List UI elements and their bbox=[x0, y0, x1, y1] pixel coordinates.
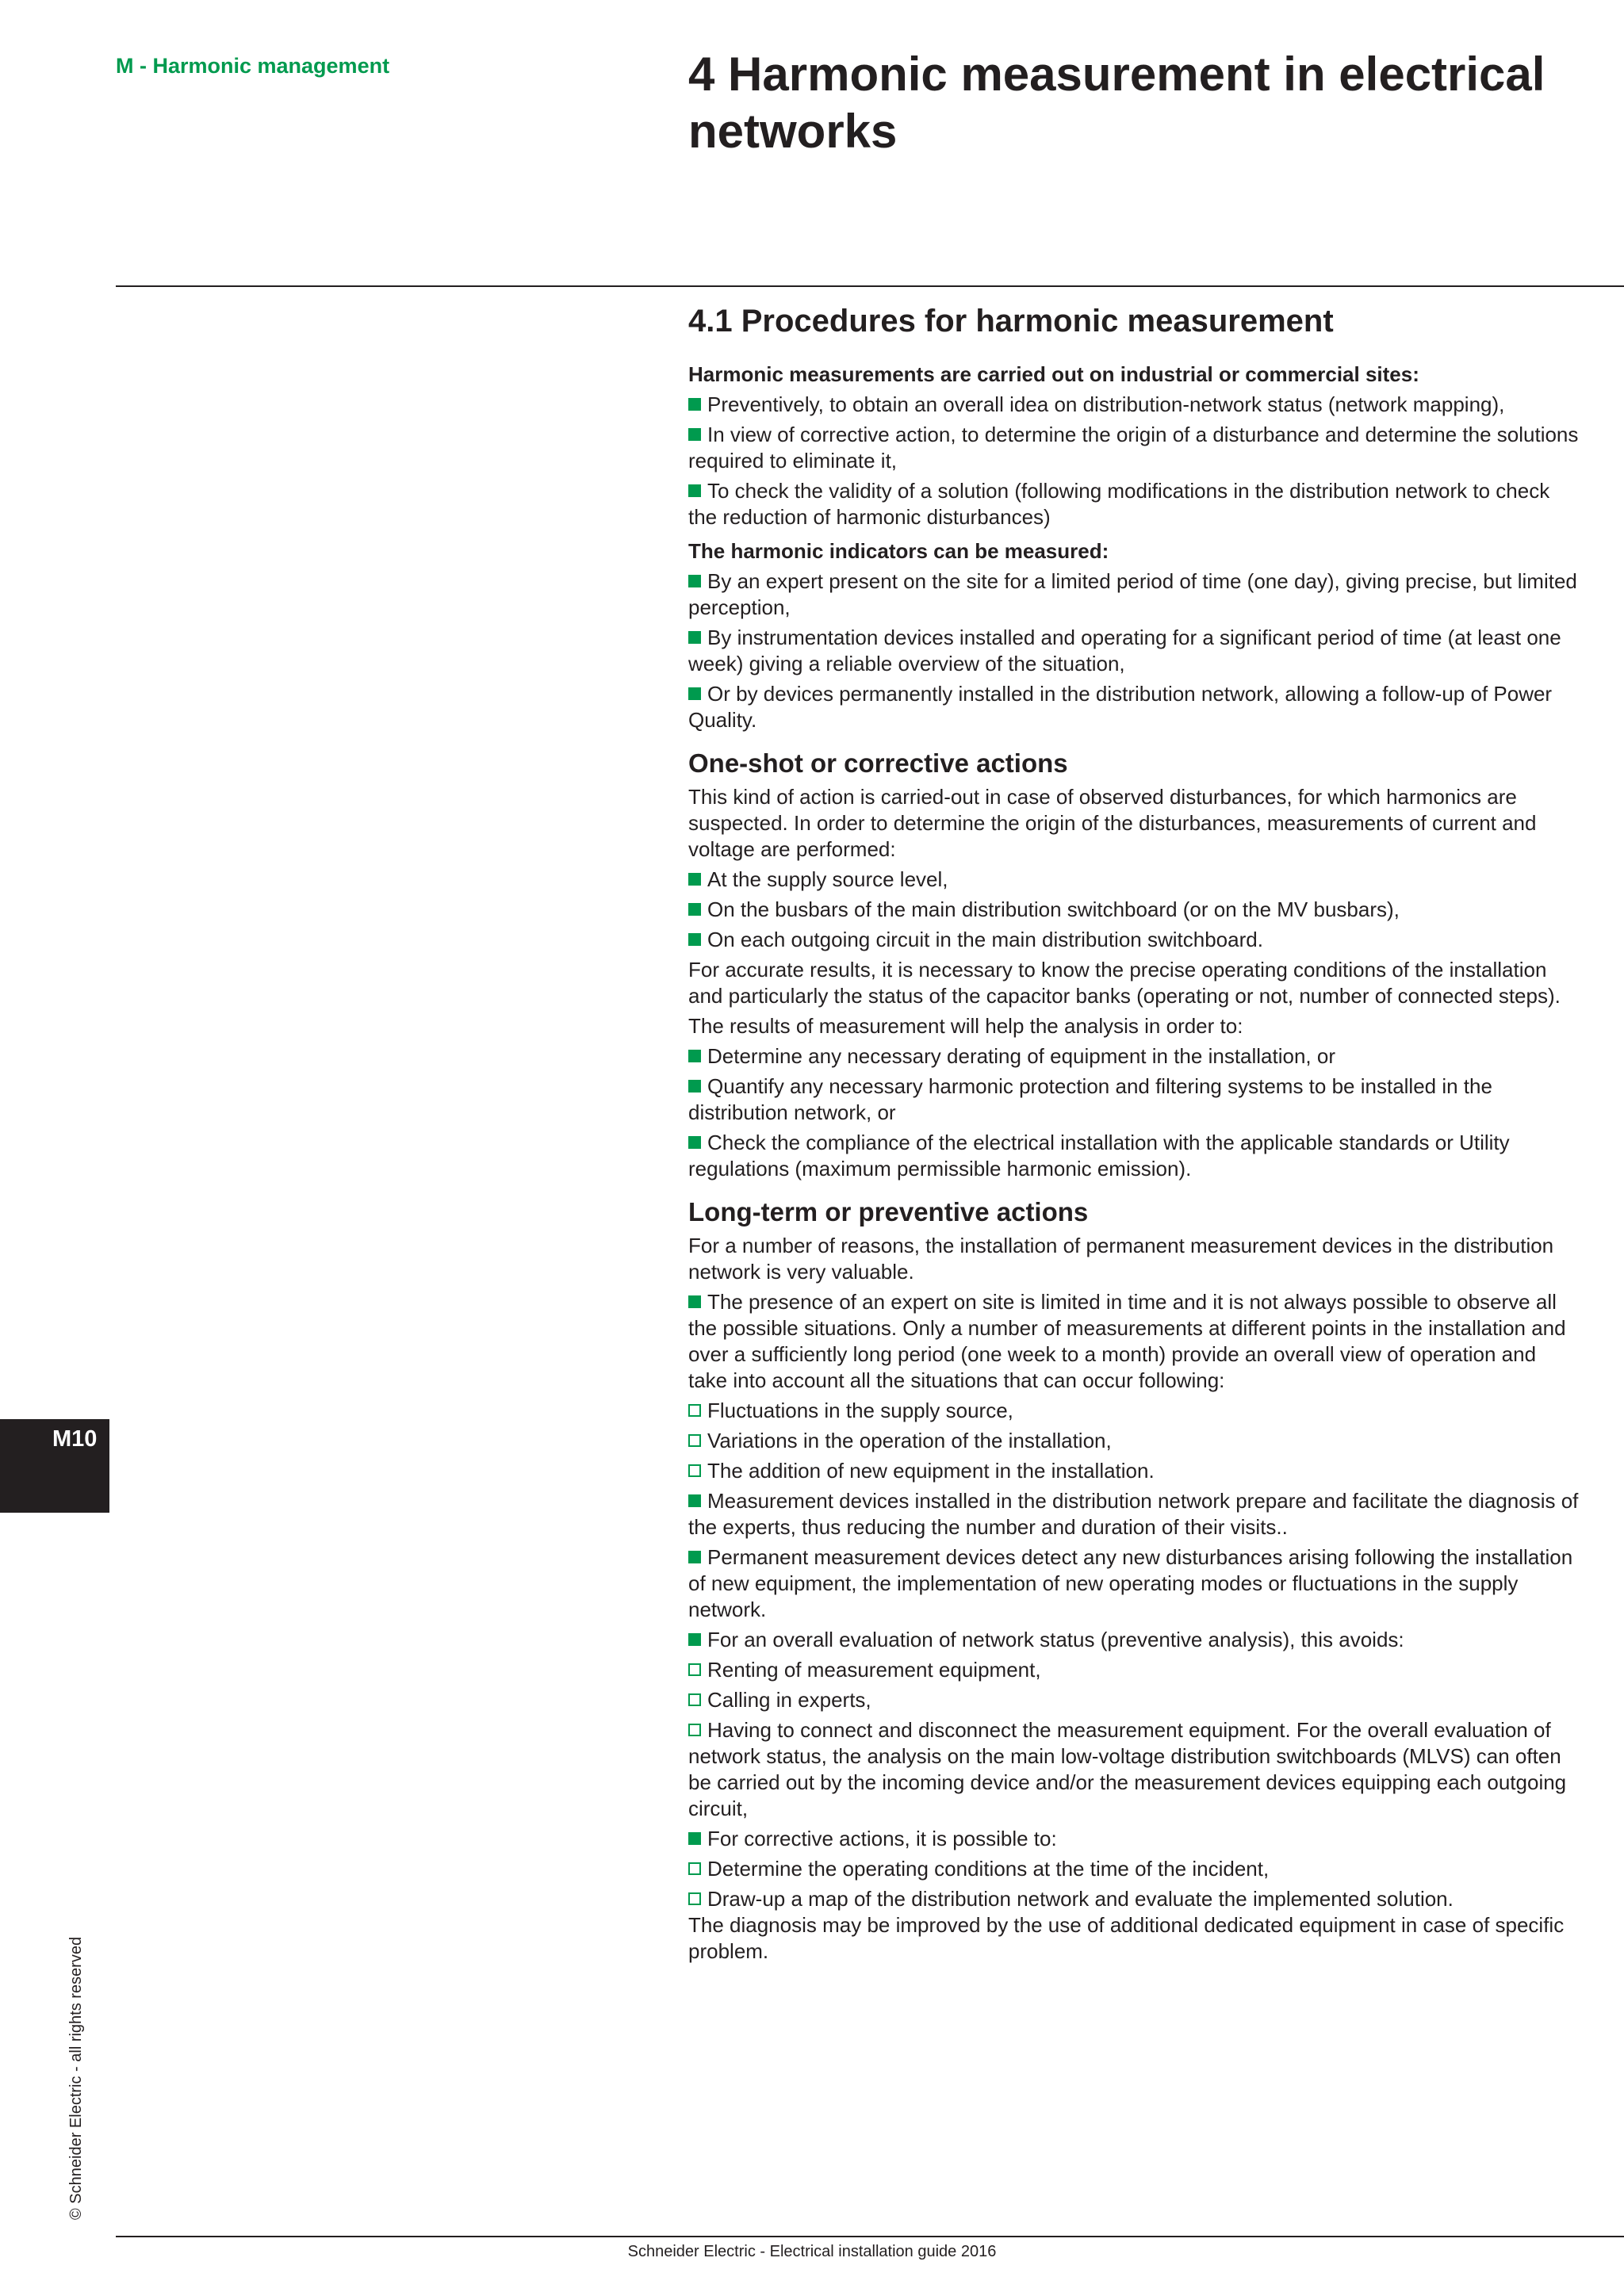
hollow-square-bullet-icon bbox=[688, 1434, 701, 1447]
list-item-text: Determine the operating conditions at the time of the incident, bbox=[707, 1857, 1270, 1881]
page-tab bbox=[0, 1419, 109, 1513]
filled-square-bullet-icon bbox=[688, 687, 701, 700]
hollow-square-bullet-icon bbox=[688, 1892, 701, 1905]
chapter-title: 4 Harmonic measurement in electrical networks bbox=[688, 48, 1545, 158]
list-item bbox=[688, 927, 1580, 953]
list-item-text: By an expert present on the site for a limited period of time (one day), giving precise, but limited perception, bbox=[688, 569, 1577, 619]
list-item-text: On each outgoing circuit in the main distribution switchboard. bbox=[707, 928, 1263, 951]
list-item bbox=[688, 867, 1580, 893]
paragraph: The results of measurement will help the analysis in order to: bbox=[688, 1014, 1243, 1038]
filled-square-bullet-icon bbox=[688, 1494, 701, 1507]
sub-list-item bbox=[688, 1886, 1580, 1912]
hollow-square-bullet-icon bbox=[688, 1724, 701, 1736]
paragraph: For accurate results, it is necessary to know the precise operating conditions of the installation and particularly the status of the capacitor banks (operating or not, number of connected steps). bbox=[688, 958, 1561, 1008]
list-item-text: Determine any necessary derating of equipment in the installation, or bbox=[707, 1044, 1335, 1068]
list-item bbox=[688, 568, 1580, 621]
list-item-text: Permanent measurement devices detect any new disturbances arising following the installation of new equipment, the implementation of new operating modes or fluctuations in the supply network. bbox=[688, 1545, 1573, 1621]
list-item-text: Variations in the operation of the installation, bbox=[707, 1429, 1112, 1452]
list-item-text: On the busbars of the main distribution switchboard (or on the MV busbars), bbox=[707, 897, 1400, 921]
filled-square-bullet-icon bbox=[688, 873, 701, 886]
list-item-text: Preventively, to obtain an overall idea on distribution-network status (network mapping), bbox=[707, 392, 1505, 416]
filled-square-bullet-icon bbox=[688, 1832, 701, 1845]
list-item bbox=[688, 1627, 1580, 1653]
list-item bbox=[688, 681, 1580, 733]
page-tab-label: M10 bbox=[52, 1426, 98, 1452]
hollow-square-bullet-icon bbox=[688, 1693, 701, 1706]
list-item bbox=[688, 392, 1580, 418]
sub-list-item bbox=[688, 1687, 1580, 1713]
list-item bbox=[688, 1073, 1580, 1126]
list-item bbox=[688, 1826, 1580, 1852]
filled-square-bullet-icon bbox=[688, 1136, 701, 1149]
filled-square-bullet-icon bbox=[688, 575, 701, 587]
filled-square-bullet-icon bbox=[688, 428, 701, 441]
sub-list-item bbox=[688, 1856, 1580, 1882]
list-item-text: The addition of new equipment in the installation. bbox=[707, 1459, 1155, 1483]
hollow-square-bullet-icon bbox=[688, 1464, 701, 1477]
filled-square-bullet-icon bbox=[688, 1080, 701, 1093]
list-item-text: Quantify any necessary harmonic protection and filtering systems to be installed in the distribution network, or bbox=[688, 1074, 1492, 1124]
filled-square-bullet-icon bbox=[688, 1050, 701, 1062]
page-footer: Schneider Electric - Electrical installation guide 2016 bbox=[627, 2243, 997, 2260]
list-item-text: Check the compliance of the electrical installation with the applicable standards or Utility regulations (maximum permissible harmonic emission). bbox=[688, 1131, 1510, 1181]
sub-list-item bbox=[688, 1717, 1580, 1822]
paragraph: This kind of action is carried-out in case of observed disturbances, for which harmonics are suspected. In order to determine the origin of the disturbances, measurements of current and voltage are performed: bbox=[688, 785, 1537, 861]
list-item-text: For an overall evaluation of network status (preventive analysis), this avoids: bbox=[707, 1628, 1404, 1651]
filled-square-bullet-icon bbox=[688, 484, 701, 497]
list-item bbox=[688, 625, 1580, 677]
hollow-square-bullet-icon bbox=[688, 1862, 701, 1875]
list-item-text: Fluctuations in the supply source, bbox=[707, 1399, 1013, 1422]
list-item-text: Draw-up a map of the distribution network and evaluate the implemented solution. bbox=[707, 1887, 1454, 1911]
lead-paragraph: The harmonic indicators can be measured: bbox=[688, 539, 1109, 563]
list-item bbox=[688, 1289, 1580, 1394]
sub-list-item bbox=[688, 1428, 1580, 1454]
filled-square-bullet-icon bbox=[688, 933, 701, 946]
list-item bbox=[688, 1544, 1580, 1623]
closing-paragraph: The diagnosis may be improved by the use of additional dedicated equipment in case of specific problem. bbox=[688, 1913, 1565, 1963]
sub-list-item bbox=[688, 1657, 1580, 1683]
header-divider bbox=[116, 285, 1624, 287]
list-item-text: In view of corrective action, to determine the origin of a disturbance and determine the solutions required to eliminate it, bbox=[688, 423, 1579, 473]
list-item-text: By instrumentation devices installed and operating for a significant period of time (at least one week) giving a reliable overview of the situation, bbox=[688, 626, 1561, 675]
footer-divider bbox=[116, 2236, 1624, 2237]
list-item-text: Renting of measurement equipment, bbox=[707, 1658, 1041, 1682]
list-item-text: Having to connect and disconnect the measurement equipment. For the overall evaluation of network status, the analysis on the main low-voltage distribution switchboards (MLVS) can often be carried out by the incoming device and/or the measurement devices equipping each outgoing circuit, bbox=[688, 1718, 1567, 1820]
filled-square-bullet-icon bbox=[688, 631, 701, 644]
list-item-text: To check the validity of a solution (following modifications in the distribution network to check the reduction of harmonic disturbances) bbox=[688, 479, 1550, 529]
list-item-text: Or by devices permanently installed in the distribution network, allowing a follow-up of Power Quality. bbox=[688, 682, 1553, 732]
list-item bbox=[688, 478, 1580, 530]
main-content bbox=[688, 301, 1580, 1969]
sub-list-item bbox=[688, 1398, 1580, 1424]
subsection-heading-one-shot: One-shot or corrective actions bbox=[688, 748, 1068, 778]
paragraph: For a number of reasons, the installation of permanent measurement devices in the distribution network is very valuable. bbox=[688, 1234, 1554, 1284]
list-item-text: Measurement devices installed in the distribution network prepare and facilitate the diagnosis of the experts, thus reducing the number and duration of their visits.. bbox=[688, 1489, 1579, 1539]
filled-square-bullet-icon bbox=[688, 903, 701, 916]
filled-square-bullet-icon bbox=[688, 1633, 701, 1646]
list-item bbox=[688, 897, 1580, 923]
hollow-square-bullet-icon bbox=[688, 1663, 701, 1676]
list-item-text: Calling in experts, bbox=[707, 1688, 871, 1712]
section-title: 4.1 Procedures for harmonic measurement bbox=[688, 304, 1334, 339]
sub-list-item bbox=[688, 1458, 1580, 1484]
hollow-square-bullet-icon bbox=[688, 1404, 701, 1417]
section-tag: M - Harmonic management bbox=[116, 54, 390, 78]
list-item bbox=[688, 1488, 1580, 1540]
lead-paragraph: Harmonic measurements are carried out on industrial or commercial sites: bbox=[688, 362, 1419, 386]
list-item-text: For corrective actions, it is possible to: bbox=[707, 1827, 1057, 1850]
list-item bbox=[688, 1043, 1580, 1070]
list-item bbox=[688, 422, 1580, 474]
filled-square-bullet-icon bbox=[688, 1551, 701, 1563]
list-item-text: The presence of an expert on site is limited in time and it is not always possible to observe all the possible situations. Only a number of measurements at different points in the installation and over a sufficiently long period (one week to a month) provide an overall view of operation and take into account all the situations that can occur following: bbox=[688, 1290, 1566, 1392]
list-item bbox=[688, 1130, 1580, 1182]
filled-square-bullet-icon bbox=[688, 1295, 701, 1308]
list-item-text: At the supply source level, bbox=[707, 867, 948, 891]
copyright-notice: © Schneider Electric - all rights reserved bbox=[67, 1936, 85, 2220]
subsection-heading-long-term: Long-term or preventive actions bbox=[688, 1197, 1089, 1226]
filled-square-bullet-icon bbox=[688, 398, 701, 411]
